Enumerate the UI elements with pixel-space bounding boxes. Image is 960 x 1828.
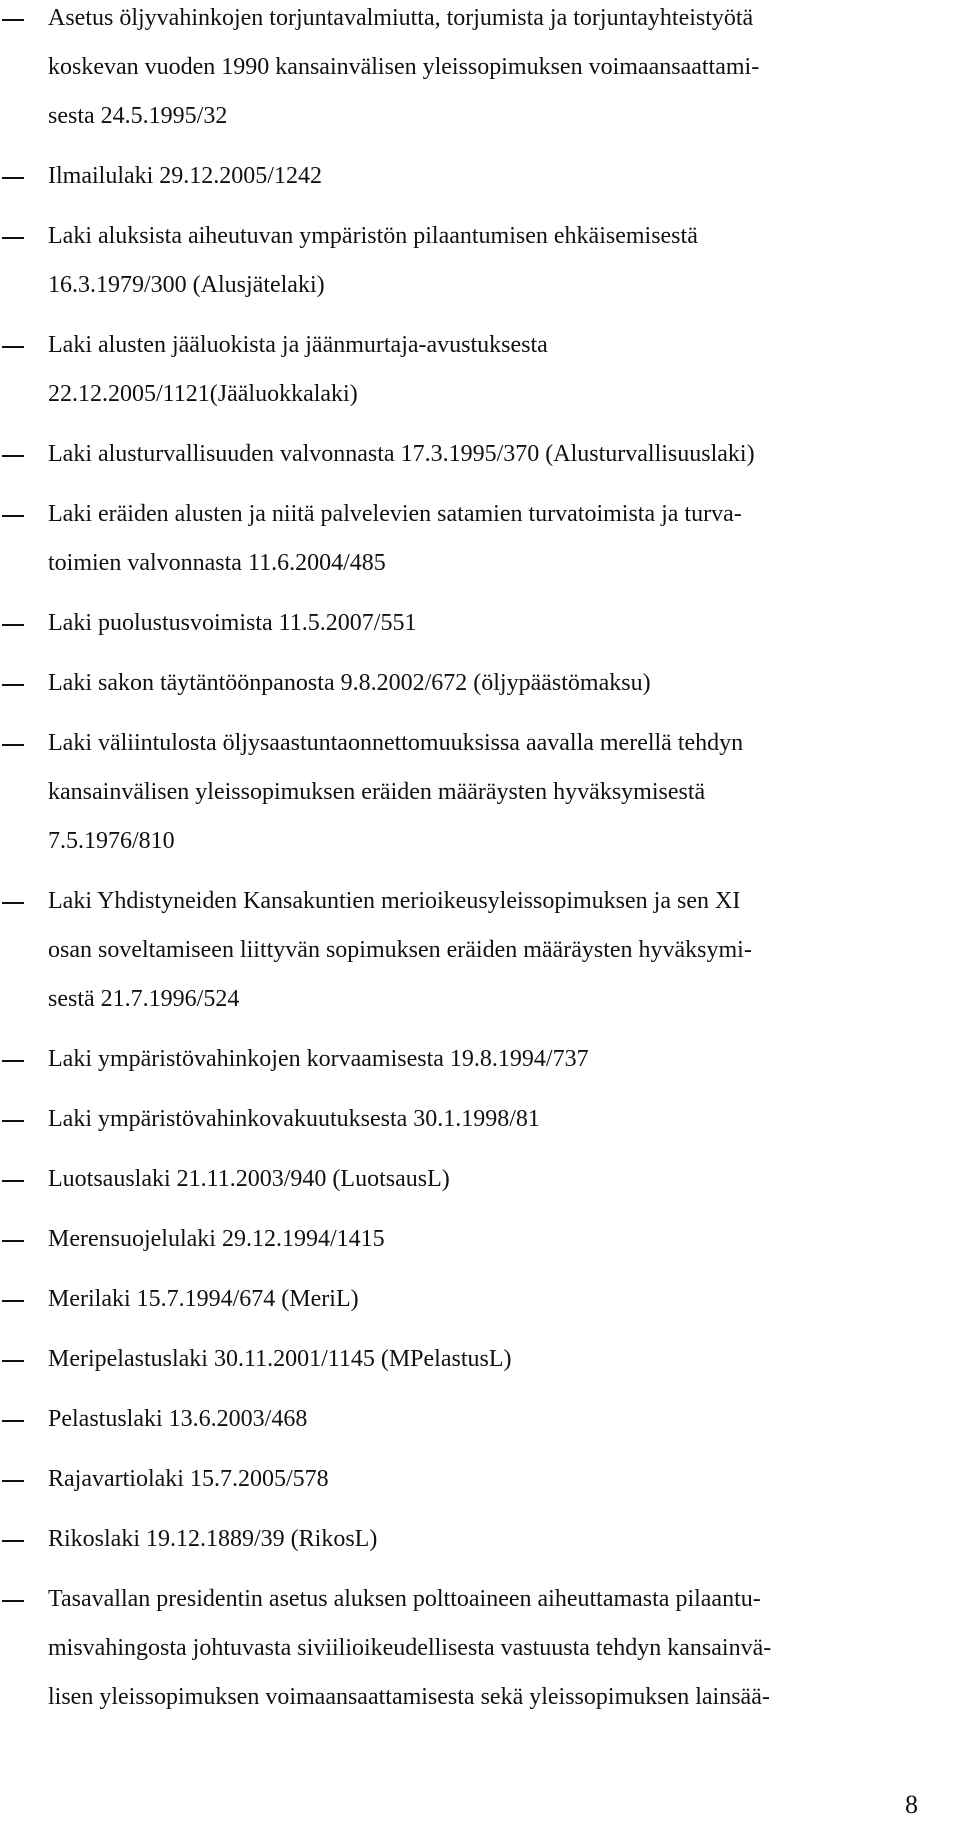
list-item-line: 22.12.2005/1121(Jääluokkalaki) bbox=[48, 381, 358, 407]
list-item bbox=[0, 430, 940, 479]
list-item-line: Tasavallan presidentin asetus aluksen polttoaineen aiheuttamasta pilaantu- bbox=[48, 1586, 761, 1612]
list-item-line: Rajavartiolaki 15.7.2005/578 bbox=[48, 1466, 329, 1492]
list-item-line: Laki aluksista aiheutuvan ympäristön pilaantumisen ehkäisemisestä bbox=[48, 223, 698, 249]
list-item-line: 16.3.1979/300 (Alusjätelaki) bbox=[48, 272, 325, 298]
list-item bbox=[0, 599, 940, 648]
list-item bbox=[0, 1155, 940, 1204]
list-item bbox=[0, 1035, 940, 1084]
list-item bbox=[0, 659, 940, 708]
list-item bbox=[0, 321, 940, 419]
list-item-line: sesta 24.5.1995/32 bbox=[48, 103, 228, 129]
list-item-line: Laki alusturvallisuuden valvonnasta 17.3.1995/370 (Alusturvallisuuslaki) bbox=[48, 441, 755, 467]
list-item bbox=[0, 490, 940, 588]
list-item-line: osan soveltamiseen liittyvän sopimuksen eräiden määräysten hyväksymi- bbox=[48, 937, 752, 963]
list-item-line: Laki sakon täytäntöönpanosta 9.8.2002/672 (öljypäästömaksu) bbox=[48, 670, 651, 696]
list-item-line: Asetus öljyvahinkojen torjuntavalmiutta, torjumista ja torjuntayhteistyötä bbox=[48, 5, 754, 31]
list-item-line: kansainvälisen yleissopimuksen eräiden määräysten hyväksymisestä bbox=[48, 779, 706, 805]
list-item-line: Merilaki 15.7.1994/674 (MeriL) bbox=[48, 1286, 359, 1312]
list-item-line: Merensuojelulaki 29.12.1994/1415 bbox=[48, 1226, 385, 1252]
list-item bbox=[0, 719, 940, 866]
list-item-line: Ilmailulaki 29.12.2005/1242 bbox=[48, 163, 322, 189]
list-item-line: Laki Yhdistyneiden Kansakuntien merioikeusyleissopimuksen ja sen XI bbox=[48, 888, 741, 914]
list-item bbox=[0, 1275, 940, 1324]
list-item bbox=[0, 152, 940, 201]
list-item-line: Meripelastuslaki 30.11.2001/1145 (MPelastusL) bbox=[48, 1346, 512, 1372]
list-item bbox=[0, 1455, 940, 1504]
list-item-line: Pelastuslaki 13.6.2003/468 bbox=[48, 1406, 308, 1432]
list-item-line: Laki alusten jääluokista ja jäänmurtaja-avustuksesta bbox=[48, 332, 548, 358]
list-item bbox=[0, 877, 940, 1024]
list-item bbox=[0, 1335, 940, 1384]
list-item-line: lisen yleissopimuksen voimaansaattamisesta sekä yleissopimuksen lainsää- bbox=[48, 1684, 770, 1710]
list-item-line: toimien valvonnasta 11.6.2004/485 bbox=[48, 550, 386, 576]
list-item bbox=[0, 0, 940, 141]
list-item bbox=[0, 1095, 940, 1144]
list-item-line: koskevan vuoden 1990 kansainvälisen yleissopimuksen voimaansaattami- bbox=[48, 54, 760, 80]
list-item bbox=[0, 1575, 940, 1722]
page-number: 8 bbox=[905, 1790, 918, 1819]
list-item bbox=[0, 212, 940, 310]
list-item-line: Laki eräiden alusten ja niitä palvelevien satamien turvatoimista ja turva- bbox=[48, 501, 742, 527]
list-item-line: Laki ympäristövahinkovakuutuksesta 30.1.1998/81 bbox=[48, 1106, 540, 1132]
list-item bbox=[0, 1215, 940, 1264]
list-item-line: sestä 21.7.1996/524 bbox=[48, 986, 240, 1012]
list-item-line: Laki väliintulosta öljysaastuntaonnettomuuksissa aavalla merellä tehdyn bbox=[48, 730, 744, 756]
list-item-line: Luotsauslaki 21.11.2003/940 (LuotsausL) bbox=[48, 1166, 450, 1192]
list-item bbox=[0, 1395, 940, 1444]
list-item-line: 7.5.1976/810 bbox=[48, 828, 175, 854]
list-item-line: Rikoslaki 19.12.1889/39 (RikosL) bbox=[48, 1526, 378, 1552]
list-item-line: misvahingosta johtuvasta siviilioikeudellisesta vastuusta tehdyn kansainvä- bbox=[48, 1635, 772, 1661]
list-item-line: Laki puolustusvoimista 11.5.2007/551 bbox=[48, 610, 417, 636]
list-item-line: Laki ympäristövahinkojen korvaamisesta 19.8.1994/737 bbox=[48, 1046, 589, 1072]
list-item bbox=[0, 1515, 940, 1564]
